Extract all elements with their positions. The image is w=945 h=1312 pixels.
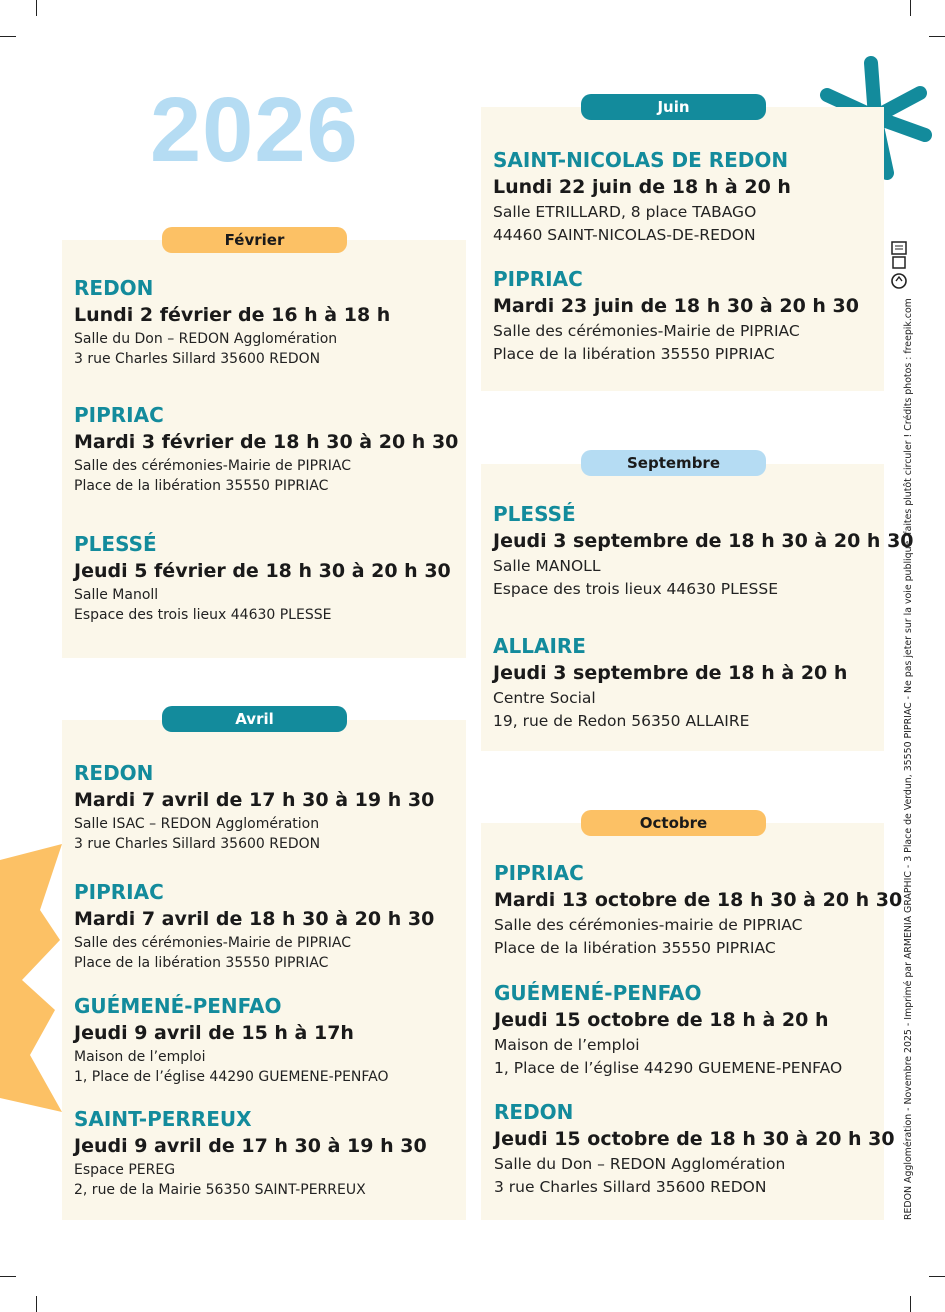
event-datetime: Jeudi 5 février de 18 h 30 à 20 h 30 xyxy=(74,560,451,582)
month-label-avril: Avril xyxy=(162,706,347,732)
event-datetime: Jeudi 15 octobre de 18 h à 20 h xyxy=(494,1009,829,1031)
event-juin-pipriac xyxy=(493,266,859,366)
event-city: SAINT-PERREUX xyxy=(74,1107,252,1131)
event-city: PLESSÉ xyxy=(493,502,576,526)
event-datetime: Mardi 7 avril de 17 h 30 à 19 h 30 xyxy=(74,789,435,811)
event-city: REDON xyxy=(74,276,154,300)
month-label-juin: Juin xyxy=(581,94,766,120)
event-septembre-plesse xyxy=(493,501,914,601)
event-city: GUÉMENÉ-PENFAO xyxy=(74,994,282,1018)
event-octobre-redon xyxy=(494,1099,895,1199)
event-fevrier-plesse xyxy=(74,531,451,625)
event-city: GUÉMENÉ-PENFAO xyxy=(494,981,702,1005)
event-address: Place de la libération 35550 PIPRIAC xyxy=(74,955,329,971)
event-avril-redon xyxy=(74,760,434,854)
event-city: PIPRIAC xyxy=(493,267,583,291)
event-city: PIPRIAC xyxy=(494,861,584,885)
event-avril-guemene-penfao xyxy=(74,993,389,1087)
event-address: Espace des trois lieux 44630 PLESSE xyxy=(493,580,779,598)
crop-mark xyxy=(929,1276,945,1277)
event-fevrier-redon xyxy=(74,275,390,369)
orange-starburst-icon xyxy=(0,840,70,1120)
event-datetime: Jeudi 9 avril de 17 h 30 à 19 h 30 xyxy=(74,1135,427,1157)
event-address: Place de la libération 35550 PIPRIAC xyxy=(494,939,776,957)
event-venue: Salle des cérémonies-Mairie de PIPRIAC xyxy=(74,458,352,474)
event-city: ALLAIRE xyxy=(493,634,586,658)
month-label-fevrier: Février xyxy=(162,227,347,253)
event-address: 1, Place de l’église 44290 GUEMENE-PENFAO xyxy=(74,1069,389,1085)
event-datetime: Jeudi 3 septembre de 18 h à 20 h xyxy=(493,662,848,684)
event-address: 3 rue Charles Sillard 35600 REDON xyxy=(494,1178,767,1196)
event-address: 1, Place de l’église 44290 GUEMENE-PENFAO xyxy=(494,1059,843,1077)
event-venue: Salle Manoll xyxy=(74,587,159,603)
event-datetime: Mardi 7 avril de 18 h 30 à 20 h 30 xyxy=(74,908,435,930)
crop-mark xyxy=(0,36,16,37)
event-city: REDON xyxy=(74,761,154,785)
footer-credits: REDON Agglomération - Novembre 2025 - Imprimé par ARMENIA GRAPHIC - 3 Place de Verdun, 35550 PIPRIAC - Ne pas jeter sur la voie publique, faites plutôt circuler ! Crédits photos : freepik.com xyxy=(903,298,914,1220)
event-venue: Espace PEREG xyxy=(74,1162,176,1178)
event-datetime: Jeudi 9 avril de 15 h à 17h xyxy=(74,1022,354,1044)
event-city: SAINT-NICOLAS DE REDON xyxy=(493,148,789,172)
event-address: Place de la libération 35550 PIPRIAC xyxy=(493,345,775,363)
month-label-octobre: Octobre xyxy=(581,810,766,836)
event-city: PIPRIAC xyxy=(74,880,164,904)
event-city: PIPRIAC xyxy=(74,403,164,427)
event-address: 3 rue Charles Sillard 35600 REDON xyxy=(74,836,321,852)
event-avril-pipriac xyxy=(74,879,434,973)
event-venue: Maison de l’emploi xyxy=(494,1036,640,1054)
event-city: PLESSÉ xyxy=(74,532,157,556)
event-venue: Salle des cérémonies-mairie de PIPRIAC xyxy=(494,916,803,934)
event-avril-saint-perreux xyxy=(74,1106,427,1200)
crop-mark xyxy=(929,36,945,37)
event-octobre-pipriac xyxy=(494,860,902,960)
crop-mark xyxy=(0,1276,16,1277)
event-venue: Salle du Don – REDON Agglomération xyxy=(494,1155,786,1173)
event-venue: Salle des cérémonies-Mairie de PIPRIAC xyxy=(74,935,352,951)
event-address: 19, rue de Redon 56350 ALLAIRE xyxy=(493,712,750,730)
event-juin-saint-nicolas xyxy=(493,147,791,247)
event-datetime: Mardi 3 février de 18 h 30 à 20 h 30 xyxy=(74,431,459,453)
crop-mark xyxy=(910,0,911,16)
event-address: 2, rue de la Mairie 56350 SAINT-PERREUX xyxy=(74,1182,366,1198)
event-venue: Salle du Don – REDON Agglomération xyxy=(74,331,338,347)
event-datetime: Mardi 23 juin de 18 h 30 à 20 h 30 xyxy=(493,295,860,317)
event-venue: Maison de l’emploi xyxy=(74,1049,206,1065)
event-venue: Salle ETRILLARD, 8 place TABAGO xyxy=(493,203,757,221)
event-octobre-guemene-penfao xyxy=(494,980,842,1080)
event-datetime: Jeudi 3 septembre de 18 h 30 à 20 h 30 xyxy=(493,530,914,552)
event-venue: Centre Social xyxy=(493,689,596,707)
crop-mark xyxy=(36,1296,37,1312)
event-datetime: Jeudi 15 octobre de 18 h 30 à 20 h 30 xyxy=(494,1128,895,1150)
event-address: 44460 SAINT-NICOLAS-DE-REDON xyxy=(493,226,756,244)
event-address: Espace des trois lieux 44630 PLESSE xyxy=(74,607,332,623)
event-datetime: Lundi 22 juin de 18 h à 20 h xyxy=(493,176,791,198)
crop-mark xyxy=(910,1296,911,1312)
event-venue: Salle ISAC – REDON Agglomération xyxy=(74,816,320,832)
event-address: Place de la libération 35550 PIPRIAC xyxy=(74,478,329,494)
month-label-septembre: Septembre xyxy=(581,450,766,476)
event-venue: Salle des cérémonies-Mairie de PIPRIAC xyxy=(493,322,800,340)
event-septembre-allaire xyxy=(493,633,847,733)
event-fevrier-pipriac xyxy=(74,402,458,496)
event-venue: Salle MANOLL xyxy=(493,557,601,575)
year-title: 2026 xyxy=(150,79,359,181)
event-address: 3 rue Charles Sillard 35600 REDON xyxy=(74,351,321,367)
event-datetime: Lundi 2 février de 16 h à 18 h xyxy=(74,304,391,326)
crop-mark xyxy=(36,0,37,16)
event-city: REDON xyxy=(494,1100,574,1124)
event-datetime: Mardi 13 octobre de 18 h 30 à 20 h 30 xyxy=(494,889,903,911)
